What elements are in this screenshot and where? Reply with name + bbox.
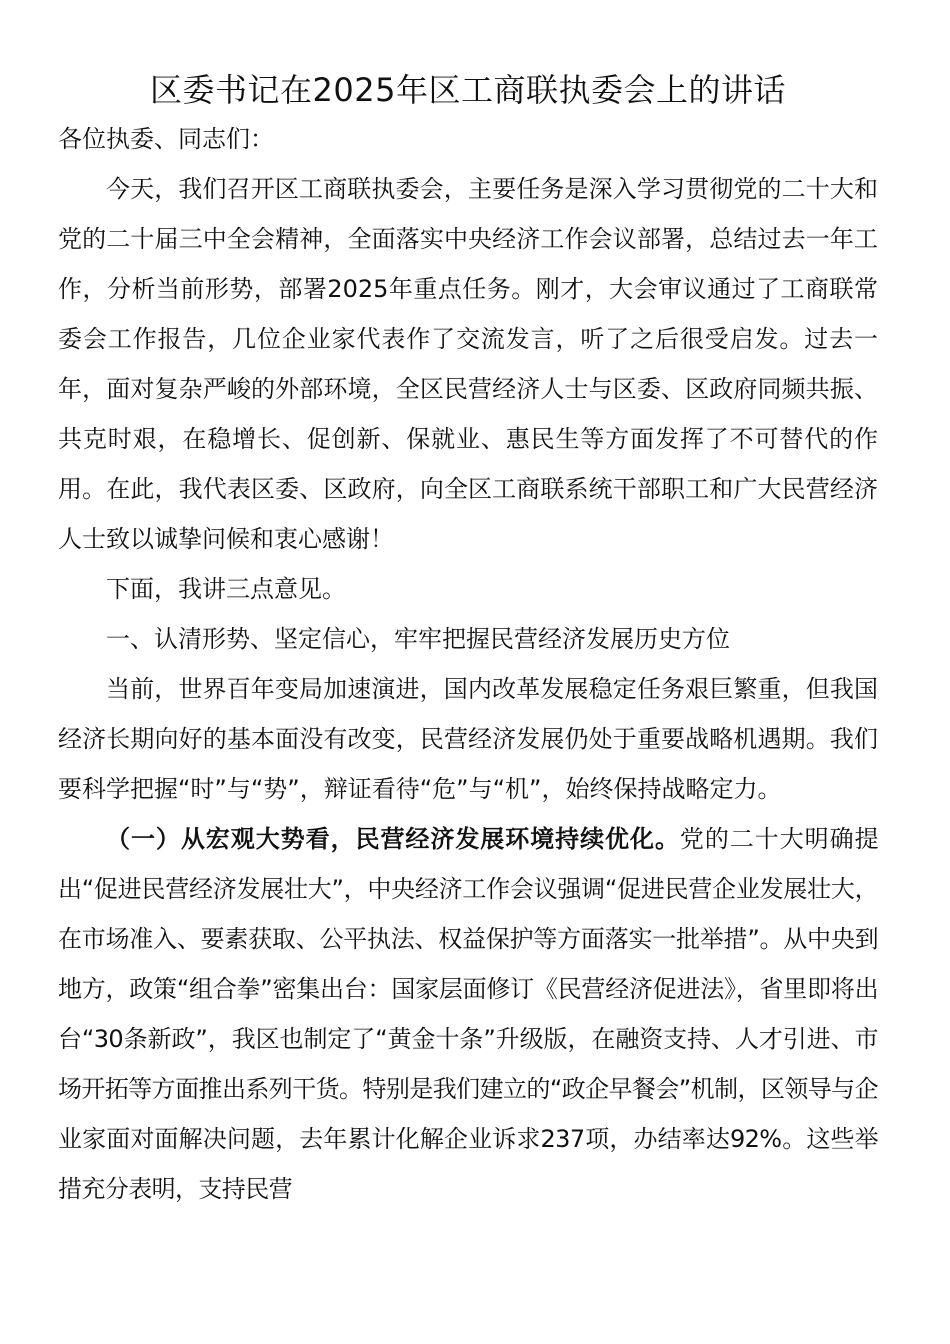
paragraph-transition: 下面，我讲三点意见。: [106, 575, 346, 603]
point-one-heading: （一）从宏观大势看，民营经济发展环境持续优化。: [106, 825, 680, 853]
document-title: 区委书记在2025年区工商联执委会上的讲话: [150, 71, 786, 109]
section-heading-one: 一、认清形势、坚定信心，牢牢把握民营经济发展历史方位: [106, 625, 730, 653]
section-one-intro: 当前，世界百年变局加速演进，国内改革发展稳定任务艰巨繁重，但我国经济长期向好的基本面没有改变，民营经济发展仍处于重要战略机遇期。我们要科学把握“时”与“势”，辩证看待“危”与“机”，始终保持战略定力。: [58, 675, 878, 803]
paragraph-opening: 今天，我们召开区工商联执委会，主要任务是深入学习贯彻党的二十大和党的二十届三中全会精神，全面落实中央经济工作会议部署，总结过去一年工作，分析当前形势，部署2025年重点任务。刚才，大会审议通过了工商联常委会工作报告，几位企业家代表作了交流发言，听了之后很受启发。过去一年，面对复杂严峻的外部环境，全区民营经济人士与区委、区政府同频共振、共克时艰，在稳增长、促创新、保就业、惠民生等方面发挥了不可替代的作用。在此，我代表区委、区政府，向全区工商联系统干部职工和广大民营经济人士致以诚挚问候和衷心感谢！: [58, 175, 878, 553]
document-page: [58, 66, 878, 1214]
salutation: 各位执委、同志们：: [58, 125, 274, 153]
point-one-body: 党的二十大明确提出“促进民营经济发展壮大”，中央经济工作会议强调“促进民营企业发展壮大，在市场准入、要素获取、公平执法、权益保护等方面落实一批举措”。从中央到地方，政策“组合拳”密集出台：国家层面修订《民营经济促进法》，省里即将出台“30条新政”，我区也制定了“黄金十条”升级版，在融资支持、人才引进、市场开拓等方面推出系列干货。特别是我们建立的“政企早餐会”机制，区领导与企业家面对面解决问题，去年累计化解企业诉求237项，办结率达92%。这些举措充分表明，支持民营: [58, 825, 878, 1203]
section-one-point-one: [58, 814, 878, 1214]
